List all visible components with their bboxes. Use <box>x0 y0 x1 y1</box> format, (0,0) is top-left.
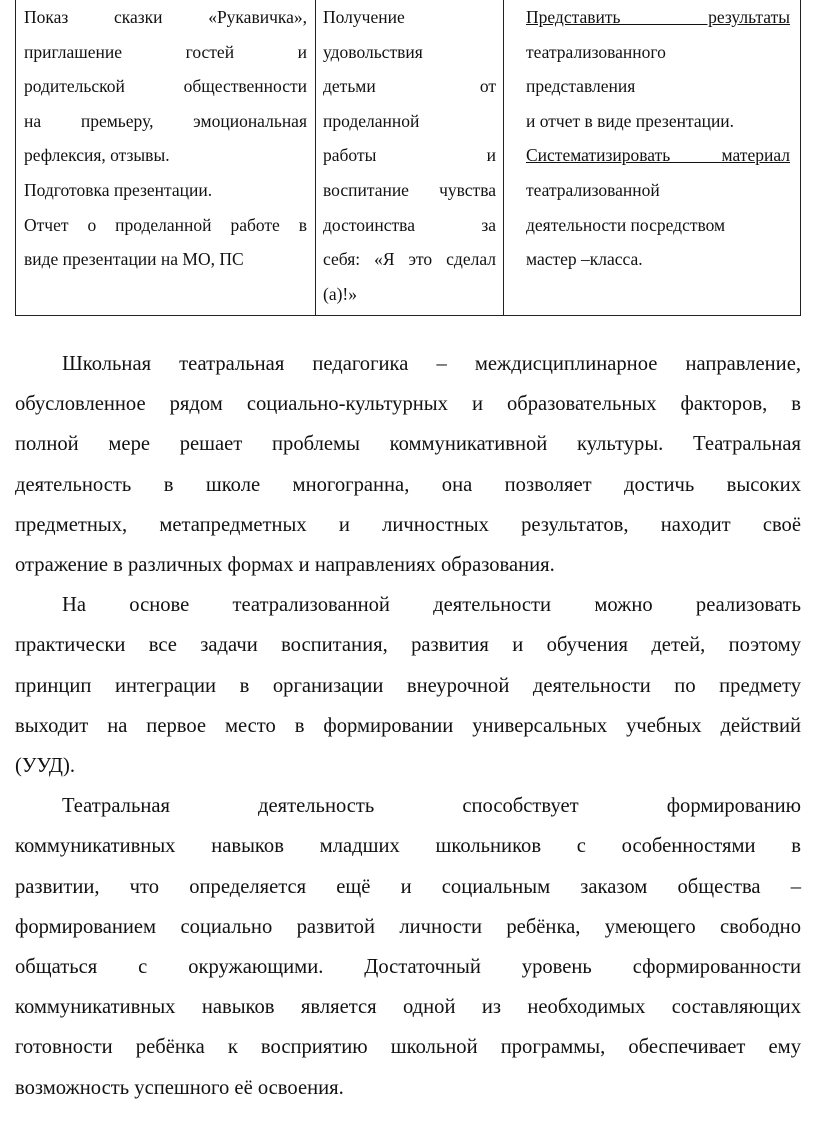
cell-line: театрализованной <box>526 179 660 200</box>
cell-line: проделанной <box>323 110 420 131</box>
text-line: Школьная театральная педагогика – междисциплинарное направление, <box>62 353 801 375</box>
cell-line: Представить результаты <box>526 7 790 27</box>
text-line: деятельность в школе многогранна, она позволяет достичь высоких <box>15 473 801 496</box>
cell-line: себя: «Я это сделал <box>323 249 496 270</box>
paragraph <box>15 585 801 786</box>
cell-line: мастер –класса. <box>526 249 643 270</box>
text-line: предметных, метапредметных и личностных результатов, находит своё <box>15 513 801 536</box>
cell-line: Получение <box>323 7 405 27</box>
cell-line: рефлексия, отзывы. <box>24 145 170 166</box>
cell-line: (а)!» <box>323 283 358 304</box>
body-text <box>15 344 801 1108</box>
text-line: выходит на первое место в формировании универсальных учебных действий <box>15 714 801 737</box>
cell-line: и отчет в виде презентации. <box>526 110 735 131</box>
paragraph <box>15 344 801 585</box>
text-line: коммуникативных навыков младших школьников с особенностями в <box>15 835 801 858</box>
text-line: коммуникативных навыков является одной из необходимых составляющих <box>15 996 801 1019</box>
cell-line: Показ сказки «Рукавичка», <box>24 7 307 27</box>
activity-table <box>15 0 801 316</box>
table-cell-activities <box>16 0 316 316</box>
cell-line: театрализованного <box>526 41 666 62</box>
cell-line: на премьеру, эмоциональная <box>24 110 307 131</box>
text-line: обусловленное рядом социально-культурных и образовательных факторов, в <box>15 393 801 416</box>
text-line: готовности ребёнка к восприятию школьной программы, обеспечивает ему <box>15 1036 801 1059</box>
cell-line: детьми от <box>323 76 496 97</box>
text-line: отражение в различных формах и направлениях образования. <box>15 554 555 577</box>
cell-line: достоинства за <box>323 214 496 235</box>
text-line: полной мере решает проблемы коммуникативной культуры. Театральная <box>15 433 801 456</box>
text-line: Театральная деятельность способствует формированию <box>62 795 801 818</box>
text-line: формированием социально развитой личности ребёнка, умеющего свободно <box>15 915 801 938</box>
cell-line: Подготовка презентации. <box>24 179 213 200</box>
cell-line: удовольствия <box>323 41 423 62</box>
cell-line: представления <box>526 76 636 97</box>
paragraph <box>15 786 801 1108</box>
text-line: принцип интеграции в организации внеурочной деятельности по предмету <box>15 674 801 697</box>
text-line: (УУД). <box>15 755 75 778</box>
text-line: развитии, что определяется ещё и социальным заказом общества – <box>15 875 801 898</box>
cell-line: работы и <box>323 145 496 166</box>
cell-line: приглашение гостей и <box>24 41 307 62</box>
cell-line: деятельности посредством <box>526 214 726 235</box>
text-line: общаться с окружающими. Достаточный уровень сформированности <box>15 956 801 979</box>
table-cell-outcomes <box>316 0 504 316</box>
cell-line: родительской общественности <box>24 76 307 97</box>
cell-line: воспитание чувства <box>323 179 496 200</box>
table-cell-results <box>504 0 801 316</box>
text-line: практически все задачи воспитания, развития и обучения детей, поэтому <box>15 634 801 657</box>
text-line: На основе театрализованной деятельности можно реализовать <box>62 594 801 617</box>
text-line: возможность успешного её освоения. <box>15 1076 344 1099</box>
cell-line: Отчет о проделанной работе в <box>24 214 307 235</box>
cell-line: Систематизировать материал <box>526 145 790 166</box>
table-row <box>16 0 801 316</box>
cell-line: виде презентации на МО, ПС <box>24 249 244 270</box>
